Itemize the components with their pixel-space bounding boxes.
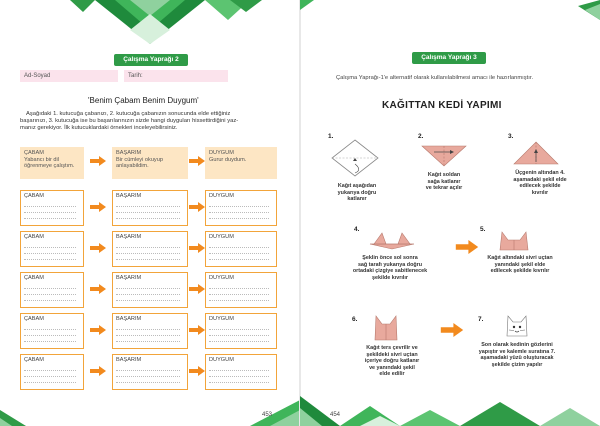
step-number-1: 1. — [328, 133, 334, 140]
example-cabam-head: ÇABAM — [24, 150, 44, 156]
page-title: 'Benim Çabam Benim Duygum' — [88, 96, 199, 105]
basarim-box[interactable] — [112, 313, 188, 349]
instructions — [20, 111, 282, 133]
caption-line: şekilde kıvrılır — [372, 274, 408, 281]
duygum-label: DUYGUM — [209, 275, 234, 281]
basarim-box[interactable] — [112, 231, 188, 267]
arrow-icon — [189, 156, 205, 166]
caption-line: ortadaki çizgiye sabitlenecek — [352, 268, 428, 275]
instructions-line-3: manız gerekiyor. İlk kutucuklardaki örnekleri inceleyebilirsiniz. — [20, 125, 178, 132]
cabam-box[interactable] — [20, 354, 84, 390]
caption-line: kıvrılır — [531, 189, 549, 196]
step-caption-5 — [470, 255, 570, 275]
step-caption-4 — [340, 255, 440, 281]
bottom-decoration — [0, 396, 300, 426]
step-number-5: 5. — [480, 226, 486, 233]
caption-line: Kağıt aşağıdan — [337, 183, 377, 189]
craft-title: KAĞITTAN KEDİ YAPIMI — [382, 100, 502, 111]
caption-line: elde edilir — [379, 371, 405, 378]
caption-line: aşamadaki şekil elde — [513, 176, 567, 183]
arrow-icon — [90, 325, 106, 335]
arrow-icon — [440, 323, 464, 337]
cabam-label: ÇABAM — [24, 275, 44, 281]
basarim-label: BAŞARIM — [116, 316, 142, 322]
cat-head-figure — [496, 228, 532, 252]
caption-line: Kağıt ters çevrilir ve — [366, 345, 418, 351]
triangle-fold-figure — [512, 140, 560, 166]
example-duygum-head: DUYGUM — [209, 150, 234, 156]
instructions-line-2: başarınızı, 3. kutucuğa ise bu başarılarınızın sizde hangi duyguları hissettirdiğini yaz- — [20, 118, 239, 125]
arrow-icon — [189, 284, 205, 294]
caption-line: içeriye doğru katlanır — [364, 358, 420, 365]
step-number-3: 3. — [508, 133, 514, 140]
caption-line: edilecek şekilde — [519, 183, 561, 190]
caption-line: edilecek şekilde kıvrılır — [490, 268, 550, 275]
page-number: 453 — [262, 412, 273, 418]
basarim-box[interactable] — [112, 354, 188, 390]
duygum-label: DUYGUM — [209, 357, 234, 363]
duygum-box[interactable] — [205, 354, 277, 390]
example-duygum-text: Gurur duydum. — [209, 156, 247, 163]
caption-line: şekilde çizim yapılır — [491, 361, 543, 368]
right-page — [300, 0, 600, 426]
cabam-box[interactable] — [20, 313, 84, 349]
step-number-6: 6. — [352, 316, 358, 323]
example-cabam-text-1: Yabancı bir dil — [24, 156, 60, 163]
arrow-icon — [90, 284, 106, 294]
example-basarim-head: BAŞARIM — [116, 150, 142, 156]
step-caption-6 — [352, 345, 432, 378]
basarim-label: BAŞARIM — [116, 193, 142, 199]
step-number-7: 7. — [478, 316, 484, 323]
arrow-icon — [189, 366, 205, 376]
basarim-box[interactable] — [112, 190, 188, 226]
basarim-box[interactable] — [112, 272, 188, 308]
caption-line: sağ tarafı yukarıya doğru — [357, 261, 423, 268]
step-number-4: 4. — [354, 226, 360, 233]
worksheet-label: Çalışma Yaprağı 2 — [114, 54, 188, 66]
caption-line: Kağıt altındaki sivri uçtan — [487, 255, 553, 261]
worksheet-label: Çalışma Yaprağı 3 — [412, 52, 486, 64]
name-field[interactable]: Ad-Soyad — [20, 70, 118, 82]
top-decoration — [0, 0, 300, 50]
duygum-label: DUYGUM — [209, 316, 234, 322]
caption-line: Son olarak kedinin gözlerini — [481, 342, 553, 348]
duygum-box[interactable] — [205, 190, 277, 226]
arrow-icon — [90, 202, 106, 212]
cabam-label: ÇABAM — [24, 316, 44, 322]
caption-line: yukarıya doğru — [337, 189, 377, 196]
duygum-label: DUYGUM — [209, 193, 234, 199]
duygum-box[interactable] — [205, 313, 277, 349]
cabam-label: ÇABAM — [24, 234, 44, 240]
arrow-icon — [189, 243, 205, 253]
basarim-label: BAŞARIM — [116, 234, 142, 240]
caption-line: Kağıt soldan — [427, 172, 461, 178]
caption-line: sağa katlanır — [427, 178, 461, 185]
step-caption-3 — [496, 170, 584, 196]
duygum-label: DUYGUM — [209, 234, 234, 240]
step-caption-1 — [316, 183, 398, 203]
caption-line: şekildeki sivri uçtan — [366, 351, 418, 358]
ears-fold-figure — [368, 230, 416, 250]
duygum-box[interactable] — [205, 231, 277, 267]
example-duygum — [205, 147, 277, 179]
caption-line: ve yanındaki şekil — [369, 364, 415, 371]
basarim-label: BAŞARIM — [116, 357, 142, 363]
caption-line: Şeklin önce sol sonra — [362, 255, 418, 261]
example-basarim — [112, 147, 188, 179]
step-number-2: 2. — [418, 133, 424, 140]
cabam-label: ÇABAM — [24, 193, 44, 199]
bottom-decoration — [300, 386, 600, 426]
caption-line: yanındaki şekil elde — [494, 261, 546, 268]
page-number: 454 — [330, 412, 341, 418]
step-caption-7 — [462, 342, 572, 368]
top-decoration — [300, 0, 600, 50]
arrow-icon — [189, 202, 205, 212]
arrow-icon — [90, 243, 106, 253]
cabam-box[interactable] — [20, 190, 84, 226]
triangle-fold-figure — [420, 142, 468, 168]
example-cabam-text-2: öğrenmeye çalıştım. — [24, 163, 75, 170]
cabam-box[interactable] — [20, 231, 84, 267]
example-basarim-text-1: Bir cümleyi okuyup — [116, 156, 163, 163]
cabam-box[interactable] — [20, 272, 84, 308]
instructions-line-1: Aşağıdaki 1. kutucuğa çabanızı, 2. kutucuğa çabanızın sonucunda elde ettiğiniz — [26, 111, 231, 117]
basarim-label: BAŞARIM — [116, 275, 142, 281]
duygum-box[interactable] — [205, 272, 277, 308]
arrow-icon — [189, 325, 205, 335]
arrow-icon — [90, 366, 106, 376]
caption-line: yapıştır ve kalemle suratına 7. — [478, 348, 556, 355]
arrow-icon — [90, 156, 106, 166]
caption-line: ve tekrar açılır — [425, 185, 463, 192]
cat-face-figure — [504, 312, 530, 338]
caption-line: aşamadaki yüzü oluşturacak — [480, 355, 554, 362]
cabam-label: ÇABAM — [24, 357, 44, 363]
date-field[interactable]: Tarih: — [124, 70, 228, 82]
intro-text: Çalışma Yaprağı-1'e alternatif olarak kullanılabilmesi amacı ile hazırlanmıştır. — [336, 75, 534, 81]
example-cabam — [20, 147, 84, 179]
caption-line: Üçgenin altından 4. — [515, 170, 565, 176]
step-caption-2 — [404, 172, 484, 192]
folding-square-figure — [330, 138, 380, 178]
caption-line: katlanır — [347, 196, 367, 203]
cat-head-figure — [372, 312, 400, 342]
arrow-icon — [455, 240, 479, 254]
example-basarim-text-2: anlayabildim. — [116, 163, 149, 170]
